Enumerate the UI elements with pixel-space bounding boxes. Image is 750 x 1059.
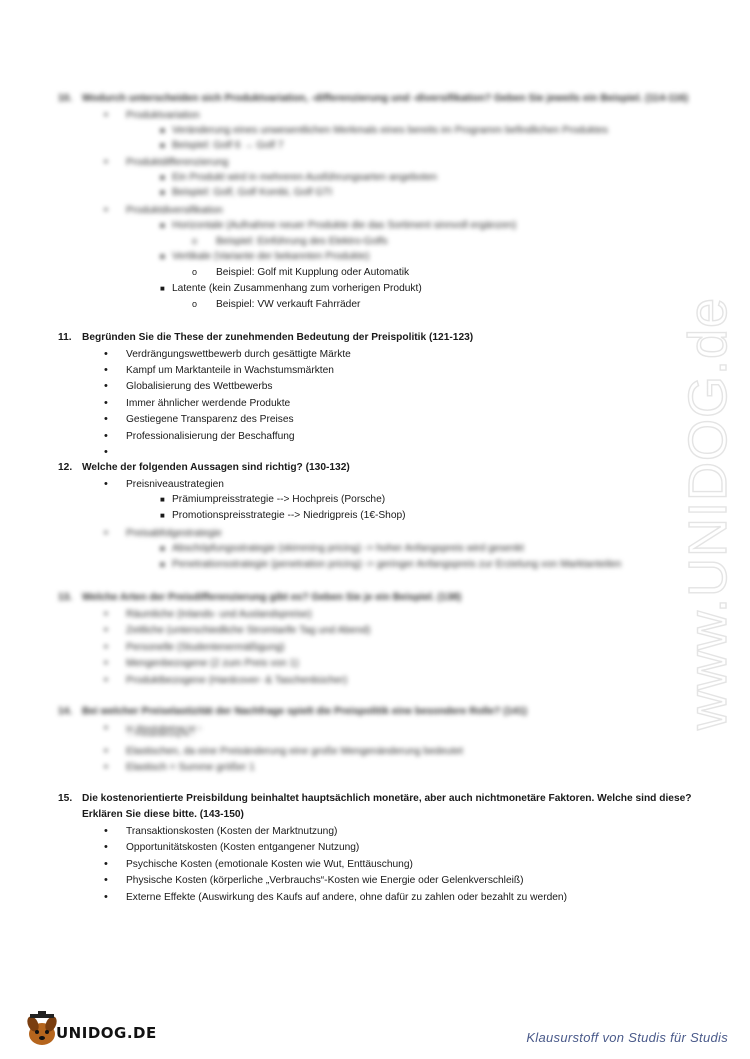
footer-slogan: Klausurstoff von Studis für Studis	[526, 1030, 728, 1045]
list-item: • Transaktionskosten (Kosten der Marktnutzung)	[104, 825, 338, 837]
watermark-text: www.UNIDOG.de	[678, 296, 738, 730]
question-11-title: 11. Begründen Sie die These der zunehmenden Bedeutung der Preispolitik (121-123)	[58, 332, 474, 343]
list-item: •	[104, 446, 108, 458]
list-item: • Immer ähnlicher werdende Produkte	[104, 397, 291, 409]
list-item: ■ Penetrationsstrategie (penetration pricing) -> geringer Anfangspreis zur Erzielung von Marktanteilen	[160, 559, 622, 570]
list-item: • Personelle (Studentenermäßigung)	[104, 641, 285, 653]
list-item: • Psychische Kosten (emotionale Kosten wie Wut, Enttäuschung)	[104, 858, 413, 870]
list-item: • Gestiegene Transparenz des Preises	[104, 413, 294, 425]
list-item: ■ Veränderung eines unwesentlichen Merkmals eines bereits im Programm befindlichen Produktes	[160, 125, 609, 136]
list-item: • Elastischen, da eine Preisänderung eine große Mengenänderung bedeutet	[104, 745, 463, 757]
question-15-title: 15. Die kostenorientierte Preisbildung beinhaltet hauptsächlich monetäre, aber auch nichtmonetäre Faktoren. Welche sind diese?	[58, 793, 692, 804]
list-item: • Physische Kosten (körperliche „Verbrauchs“-Kosten wie Energie oder Gelenkverschleiß)	[104, 874, 524, 886]
list-item: • Elastisch = Summe größer 1	[104, 761, 255, 773]
list-item: ■ Beispiel: Golf 6 → Golf 7	[160, 140, 284, 151]
list-subnote: → Preisänderung ist ↑	[126, 731, 195, 738]
list-item: • Verdrängungswettbewerb durch gesättigte Märkte	[104, 348, 351, 360]
list-item: • Kampf um Marktanteile in Wachstumsmärkten	[104, 364, 334, 376]
list-item: • Opportunitätskosten (Kosten entgangener Nutzung)	[104, 841, 360, 853]
list-item: • Globalisierung des Wettbewerbs	[104, 380, 273, 392]
question-13-title: 13. Welche Arten der Preisdifferenzierung gibt es? Geben Sie je ein Beispiel. (138)	[58, 592, 462, 603]
list-item: • Produktdiversifikation	[104, 204, 223, 216]
list-item: ■ Latente (kein Zusammenhang zum vorherigen Produkt)	[160, 283, 422, 294]
list-item: o Beispiel: Einführung des Elektro-Golfs	[192, 236, 388, 247]
list-item: ■ Horizontale (Aufnahme neuer Produkte die das Sortiment sinnvoll ergänzen)	[160, 220, 517, 231]
question-14-title: 14. Bei welcher Preiselastizität der Nachfrage spielt die Preispolitik eine besondere Rolle? (141)	[58, 706, 528, 717]
list-item: ■ Prämiumpreisstrategie --> Hochpreis (Porsche)	[160, 494, 386, 505]
list-item: • Produktbezogene (Hardcover- & Taschenbücher)	[104, 674, 348, 686]
watermark	[668, 280, 748, 740]
list-item: • Produktvariation	[104, 109, 200, 121]
list-item: • Mengenbezogene (2 zum Preis von 1)	[104, 657, 299, 669]
list-item: ■ Abschöpfungsstrategie (skimming pricing) -> hoher Anfangspreis wird gesenkt	[160, 543, 524, 554]
question-15-title-cont: Erklären Sie diese bitte. (143-150)	[82, 809, 244, 820]
list-item: • Produktdifferenzierung	[104, 156, 229, 168]
list-item: • Räumliche (Inlands- und Auslandspreise)	[104, 608, 312, 620]
list-item: ■ Vertikale (Variante der bekannten Produkte)	[160, 251, 370, 262]
list-item: ■ Promotionspreisstrategie --> Niedrigpreis (1€-Shop)	[160, 510, 406, 521]
list-item: • Externe Effekte (Auswirkung des Kaufs auf andere, ohne dafür zu zahlen oder bezahlt zu werden)	[104, 891, 567, 903]
list-item: o Beispiel: VW verkauft Fahrräder	[192, 299, 361, 310]
list-item: • Preisabfolgestrategie	[104, 527, 222, 539]
logo-text: UNIDOG.DE	[56, 1024, 157, 1042]
list-item: o Beispiel: Golf mit Kupplung oder Automatik	[192, 267, 410, 278]
list-item: • |ε| Absolutbetrag ist ↑	[104, 722, 202, 734]
list-item: • Preisniveaustrategien	[104, 478, 224, 490]
question-12-title: 12. Welche der folgenden Aussagen sind richtig? (130-132)	[58, 462, 350, 473]
list-item: ■ Beispiel: Golf, Golf Kombi, Golf GTI	[160, 187, 333, 198]
list-item: ■ Ein Produkt wird in mehreren Ausführungsarten angeboten	[160, 172, 438, 183]
list-item: • Professionalisierung der Beschaffung	[104, 430, 295, 442]
question-10-title: 10. Wodurch unterscheiden sich Produktvariation, -differenzierung und -diversifikation? Geben Sie jeweils ein Beispiel. (114-116)	[58, 93, 689, 104]
list-item: • Zeitliche (unterschiedliche Stromtarife Tag und Abend)	[104, 624, 371, 636]
